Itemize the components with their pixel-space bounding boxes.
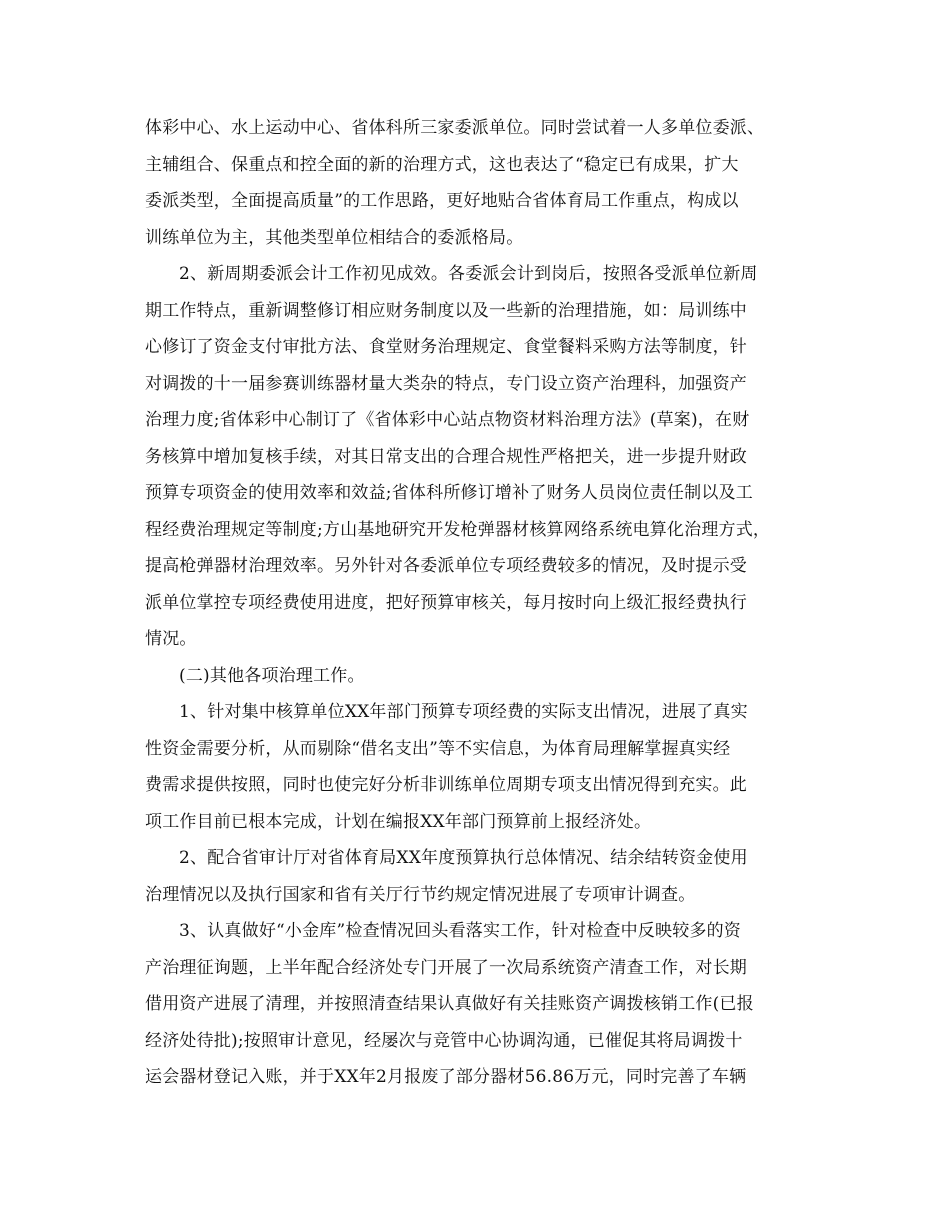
text-line: 2、新周期委派会计工作初见成效。各委派会计到岗后，按照各受派单位新周 <box>179 264 758 284</box>
text-line: 期工作特点，重新调整修订相应财务制度以及一些新的治理措施，如：局训练中 <box>145 300 747 321</box>
text-line: 主辅组合、保重点和控全面的新的治理方式，这也表达了“稳定已有成果，扩大 <box>145 154 739 175</box>
text-line: 治理力度;省体彩中心制订了《省体彩中心站点物资材料治理方法》(草案)，在财 <box>145 410 750 430</box>
text-line: 派单位掌控专项经费使用进度，把好预算审核关，每月按时向上级汇报经费执行 <box>145 592 747 613</box>
text-line: 3、认真做好“小金库”检查情况回头看落实工作，针对检查中反映较多的资 <box>179 921 741 941</box>
text-line: 务核算中增加复核手续，对其日常支出的合理合规性严格把关，进一步提升财政 <box>145 446 747 467</box>
text-line: 借用资产进展了清理，并按照清查结果认真做好有关挂账资产调拨核销工作(已报 <box>145 994 754 1014</box>
text-line: 1、针对集中核算单位XX年部门预算专项经费的实际支出情况，进展了真实 <box>179 702 748 722</box>
text-line: 预算专项资金的使用效率和效益;省体科所修订增补了财务人员岗位责任制以及工 <box>145 483 753 503</box>
text-line: 经济处待批);按照审计意见，经屡次与竞管中心协调沟通，已催促其将局调拨十 <box>145 1030 743 1051</box>
text-line: (二)其他各项治理工作。 <box>179 665 365 686</box>
text-line: 2、配合省审计厅对省体育局XX年度预算执行总体情况、结余结转资金使用 <box>179 848 748 868</box>
document-body <box>145 118 805 1104</box>
text-line: 运会器材登记入账，并于XX年2月报废了部分器材56.86万元，同时完善了车辆 <box>145 1067 747 1087</box>
text-line: 项工作目前已根本完成，计划在编报XX年部门预算前上报经济处。 <box>145 811 652 832</box>
text-line: 委派类型，全面提高质量”的工作思路，更好地贴合省体育局工作重点，构成以 <box>145 191 739 211</box>
text-line: 对调拨的十一届参赛训练器材量大类杂的特点，专门设立资产治理科，加强资产 <box>145 373 747 394</box>
text-line: 提高枪弹器材治理效率。另外针对各委派单位专项经费较多的情况，及时提示受 <box>145 556 747 576</box>
text-line: 产治理征询题，上半年配合经济处专门开展了一次局系统资产清查工作，对长期 <box>145 957 747 978</box>
text-line: 心修订了资金支付审批方法、食堂财务治理规定、食堂餐料采购方法等制度，针 <box>145 337 747 357</box>
text-line: 费需求提供按照，同时也使完好分析非训练单位周期专项支出情况得到充实。此 <box>145 775 747 795</box>
text-line: 体彩中心、水上运动中心、省体科所三家委派单位。同时尝试着一人多单位委派、 <box>145 118 765 138</box>
text-line: 性资金需要分析，从而剔除“借名支出”等不实信息，为体育局理解掌握真实经 <box>145 738 731 759</box>
text-line: 治理情况以及执行国家和省有关厅行节约规定情况进展了专项审计调查。 <box>145 884 696 905</box>
text-line: 训练单位为主，其他类型单位相结合的委派格局。 <box>145 227 524 248</box>
text-line: 情况。 <box>145 629 197 649</box>
text-line: 程经费治理规定等制度;方山基地研究开发枪弹器材核算网络系统电算化治理方式， <box>145 519 771 540</box>
